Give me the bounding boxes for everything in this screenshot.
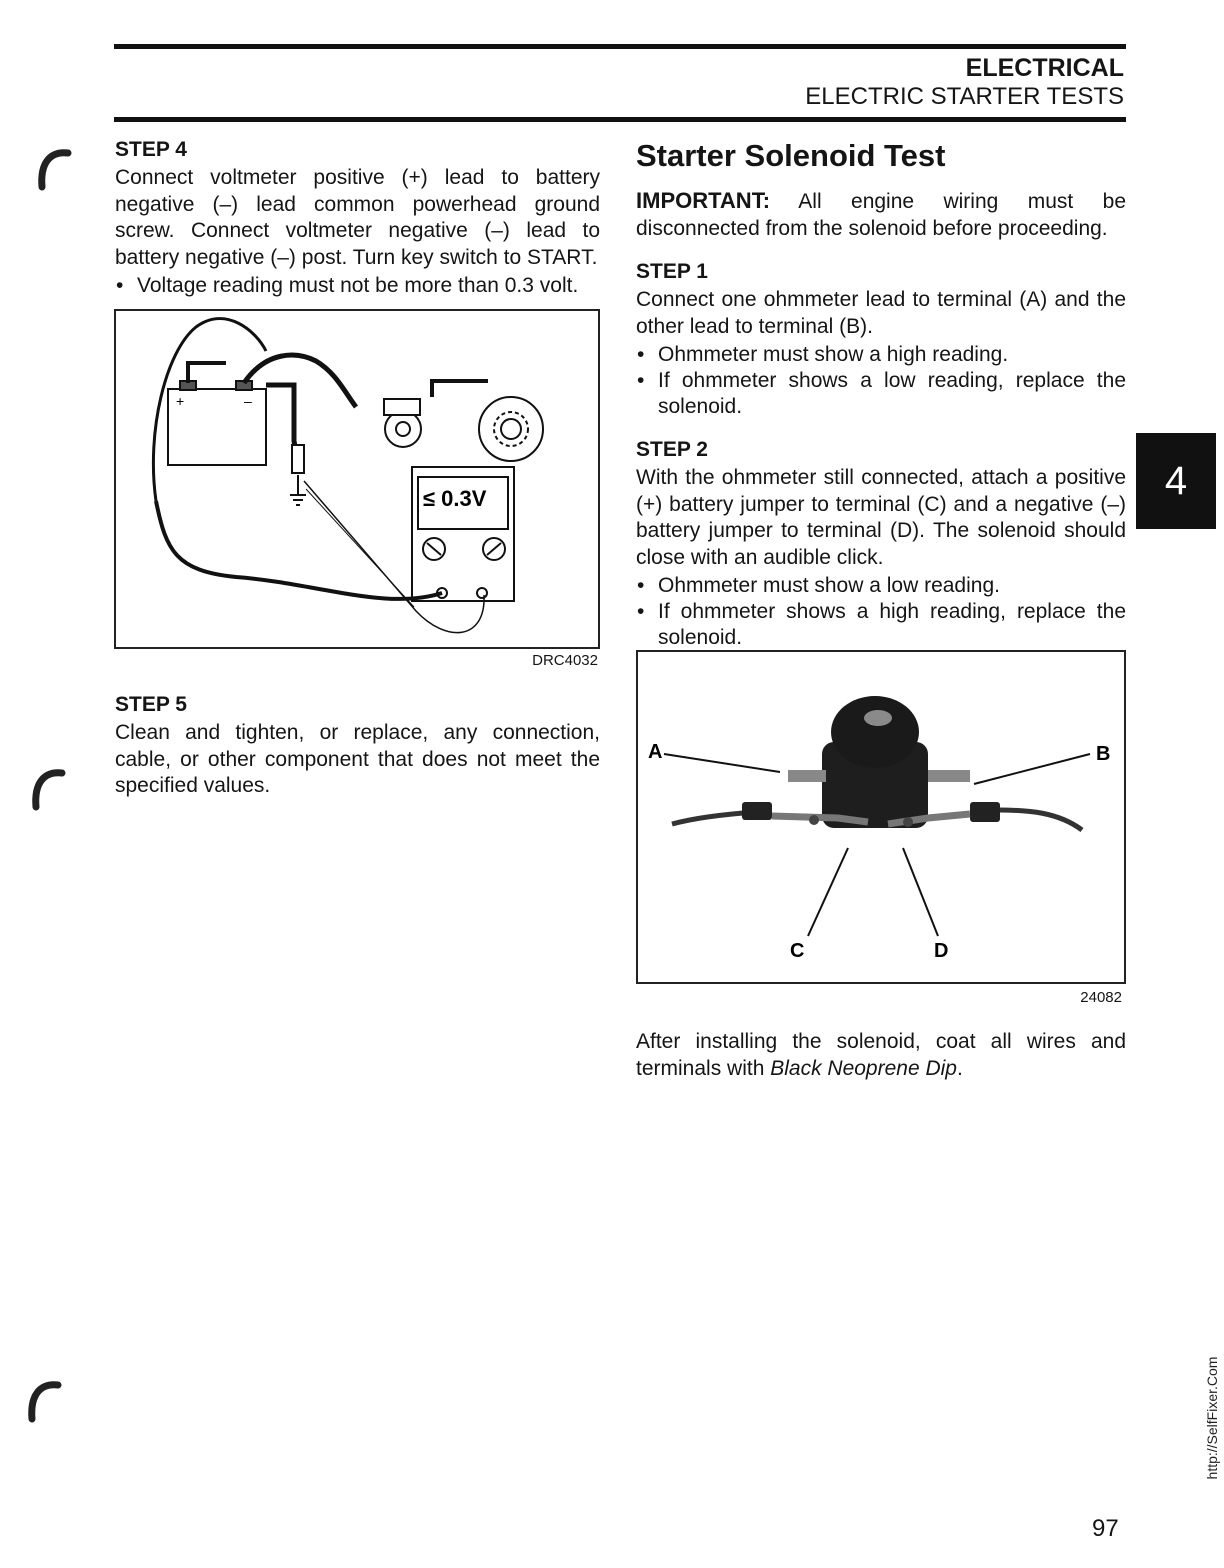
section-title: Starter Solenoid Test: [636, 138, 946, 173]
step5-block: [115, 693, 600, 800]
solenoid-photo-figure: [636, 650, 1126, 984]
step1-text: Connect one ohmmeter lead to terminal (A) and the other lead to terminal (B).: [636, 288, 1126, 338]
voltmeter-wiring-diagram: [116, 311, 598, 647]
page-number: 97: [1092, 1515, 1119, 1542]
step5-text: Clean and tighten, or replace, any connection, cable, or other component that does not meet the specified values.: [115, 721, 600, 797]
terminal-label-c: C: [790, 940, 805, 962]
step4-text: Connect voltmeter positive (+) lead to battery negative (–) lead common powerhead ground screw. Connect voltmeter negative (–) lead to battery negative (–) post. Turn key switch to START.: [115, 166, 600, 269]
battery-plus-label: +: [176, 393, 185, 409]
battery-minus-label: –: [244, 393, 252, 409]
list-item: • Ohmmeter must show a high reading.: [636, 342, 1126, 368]
binder-hole-mark: [28, 763, 68, 813]
list-item: • Ohmmeter must show a low reading.: [636, 573, 1126, 599]
closing-paragraph: [636, 1029, 1126, 1082]
solenoid-test-section: [636, 138, 1126, 651]
step5-heading: STEP 5: [115, 693, 187, 716]
solenoid-photo-drawing: [638, 652, 1124, 982]
header-subsection: ELECTRIC STARTER TESTS: [805, 83, 1124, 110]
solenoid-cap-icon: [831, 696, 919, 768]
header-top-rule: [114, 44, 1126, 49]
step1-bullets: [636, 342, 1126, 420]
closing-end: .: [956, 1056, 963, 1080]
meter-reading: ≤ 0.3V: [423, 486, 487, 511]
list-item: • Voltage reading must not be more than 0.3 volt.: [115, 273, 600, 299]
terminal-label-b: B: [1096, 743, 1111, 765]
step2-bullets: [636, 573, 1126, 651]
binder-hole-mark: [24, 1375, 64, 1425]
terminal-label-d: D: [934, 940, 949, 962]
closing-text: After installing the solenoid, coat all wires and terminals with: [636, 1030, 1126, 1080]
chapter-tab: 4: [1136, 433, 1216, 529]
step1-heading: STEP 1: [636, 260, 708, 283]
terminal-label-a: A: [648, 741, 663, 763]
header-bottom-rule: [114, 117, 1126, 122]
important-note: [636, 188, 1126, 242]
header-section: ELECTRICAL: [965, 54, 1124, 82]
side-url: http://SelfFixer.Com: [1204, 1356, 1220, 1480]
important-text: All engine wiring must be disconnected from the solenoid before proceeding.: [636, 190, 1126, 240]
step2-heading: STEP 2: [636, 438, 708, 461]
voltmeter-wiring-figure: [114, 309, 600, 649]
step2-text: With the ohmmeter still connected, attach a positive (+) battery jumper to terminal (C) and a negative (–) battery jumper to terminal (D). The solenoid should close with an audible click.: [636, 466, 1126, 569]
list-item: • If ohmmeter shows a low reading, replace the solenoid.: [636, 368, 1126, 420]
step4-heading: STEP 4: [115, 138, 187, 161]
figure1-id: DRC4032: [532, 652, 598, 669]
step4-block: [115, 138, 600, 299]
important-label: IMPORTANT:: [636, 188, 771, 213]
step4-bullets: [115, 273, 600, 299]
gear-icon: [479, 397, 543, 461]
binder-hole-mark: [34, 143, 74, 193]
figure2-id: 24082: [1080, 989, 1122, 1006]
closing-product: Black Neoprene Dip: [770, 1056, 957, 1080]
list-item: • If ohmmeter shows a high reading, replace the solenoid.: [636, 599, 1126, 651]
